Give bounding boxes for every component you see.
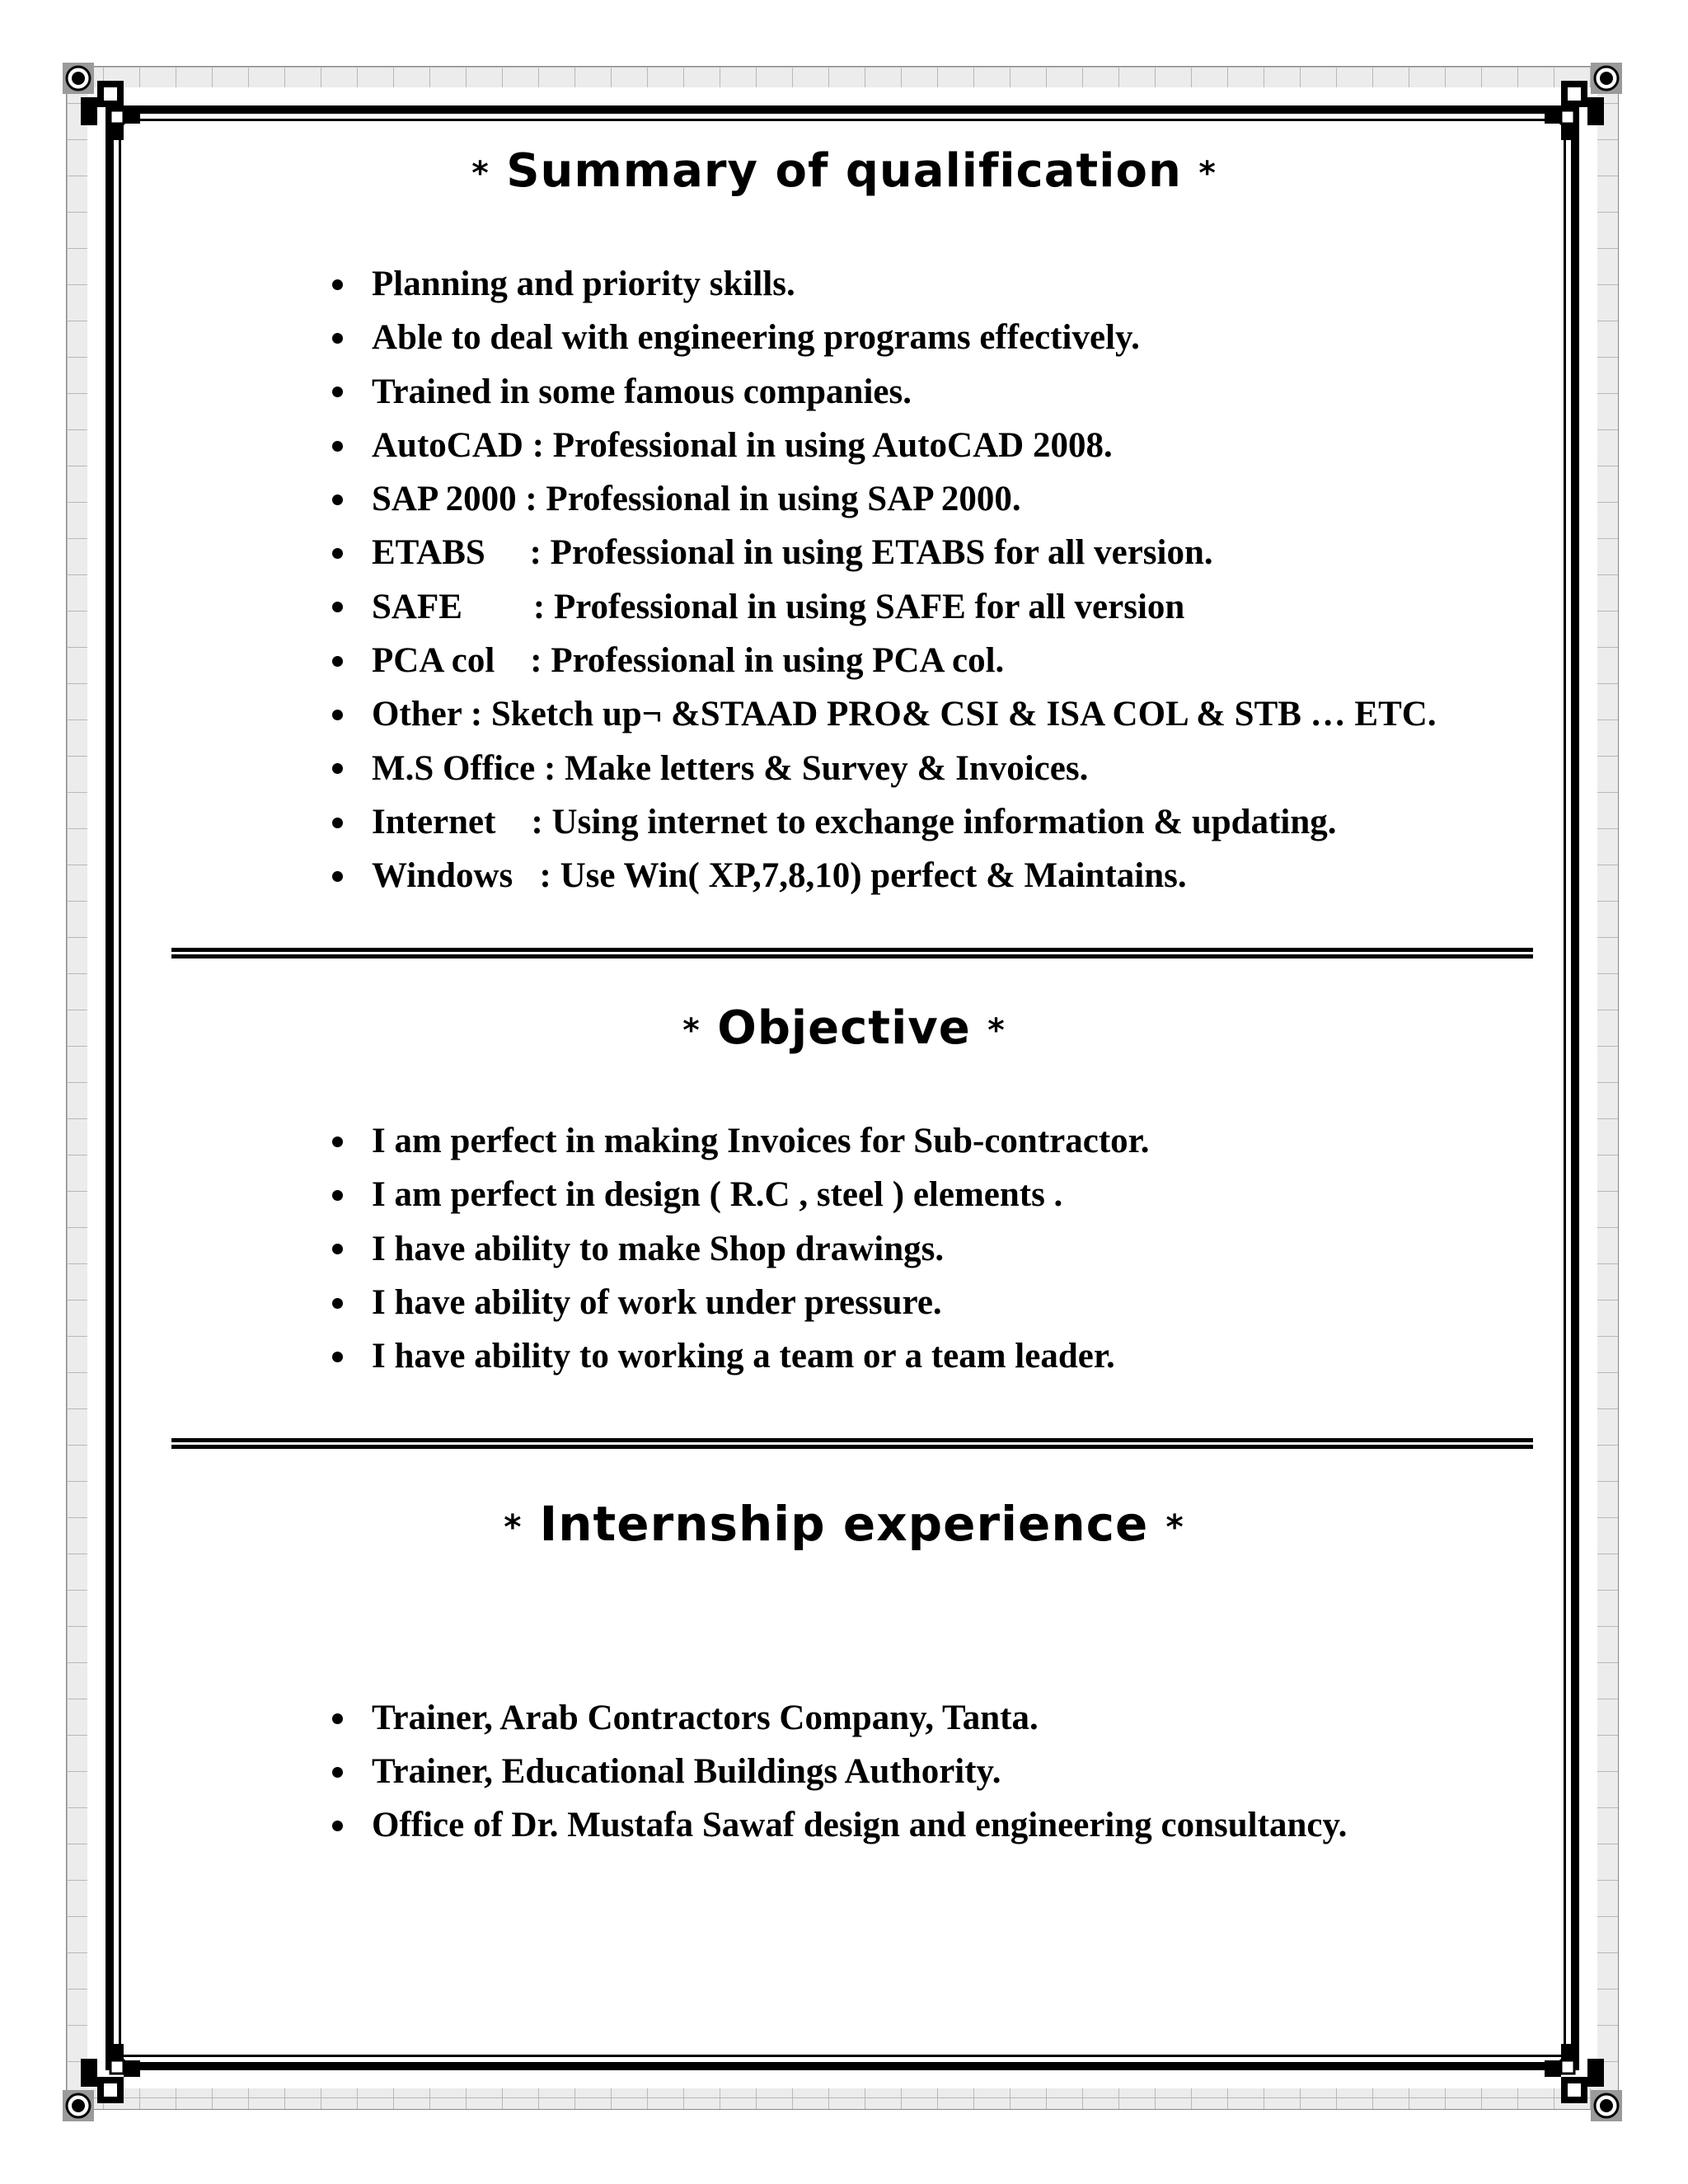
asterisk-icon: * bbox=[1165, 1507, 1184, 1547]
heading-text: Summary of qualification bbox=[506, 144, 1182, 198]
asterisk-icon: * bbox=[987, 1012, 1006, 1050]
section-heading-objective bbox=[0, 1001, 1688, 1055]
heading-text: Objective bbox=[717, 1001, 971, 1055]
objective-list bbox=[326, 1114, 1150, 1383]
list-item: PCA col : Professional in using PCA col. bbox=[326, 634, 1437, 687]
list-item: SAP 2000 : Professional in using SAP 2000. bbox=[326, 472, 1437, 526]
list-item: I have ability to working a team or a team leader. bbox=[326, 1329, 1150, 1383]
corner-ornament-icon bbox=[1531, 2031, 1622, 2121]
list-item: Internet : Using internet to exchange information & updating. bbox=[326, 795, 1437, 849]
list-item: I am perfect in making Invoices for Sub-contractor. bbox=[326, 1114, 1150, 1168]
list-item: M.S Office : Make letters & Survey & Invoices. bbox=[326, 742, 1437, 795]
heading-text: Internship experience bbox=[539, 1496, 1149, 1552]
corner-ornament-icon bbox=[1531, 63, 1622, 153]
list-item: Trained in some famous companies. bbox=[326, 365, 1437, 419]
list-item: Planning and priority skills. bbox=[326, 257, 1437, 311]
list-item: I have ability to make Shop drawings. bbox=[326, 1222, 1150, 1276]
summary-list bbox=[326, 257, 1437, 903]
list-item: Office of Dr. Mustafa Sawaf design and engineering consultancy. bbox=[326, 1798, 1347, 1852]
list-item: Able to deal with engineering programs effectively. bbox=[326, 311, 1437, 364]
list-item: ETABS : Professional in using ETABS for all version. bbox=[326, 526, 1437, 579]
list-item: I have ability of work under pressure. bbox=[326, 1276, 1150, 1329]
list-item: AutoCAD : Professional in using AutoCAD 2008. bbox=[326, 419, 1437, 472]
section-heading-internship bbox=[0, 1496, 1688, 1552]
asterisk-icon: * bbox=[1198, 155, 1217, 193]
section-divider bbox=[171, 948, 1533, 958]
asterisk-icon: * bbox=[471, 155, 490, 193]
corner-ornament-icon bbox=[63, 63, 153, 153]
list-item: Trainer, Educational Buildings Authority. bbox=[326, 1745, 1347, 1798]
asterisk-icon: * bbox=[682, 1012, 701, 1050]
section-heading-summary bbox=[0, 144, 1688, 198]
list-item: I am perfect in design ( R.C , steel ) elements . bbox=[326, 1168, 1150, 1221]
list-item: Windows : Use Win( XP,7,8,10) perfect & Maintains. bbox=[326, 849, 1437, 902]
list-item: SAFE : Professional in using SAFE for all version bbox=[326, 580, 1437, 634]
asterisk-icon: * bbox=[504, 1507, 523, 1547]
list-item: Trainer, Arab Contractors Company, Tanta. bbox=[326, 1691, 1347, 1745]
section-divider bbox=[171, 1438, 1533, 1449]
corner-ornament-icon bbox=[63, 2031, 153, 2121]
list-item: Other : Sketch up¬ &STAAD PRO& CSI & ISA COL & STB … ETC. bbox=[326, 687, 1437, 741]
internship-list bbox=[326, 1691, 1347, 1852]
